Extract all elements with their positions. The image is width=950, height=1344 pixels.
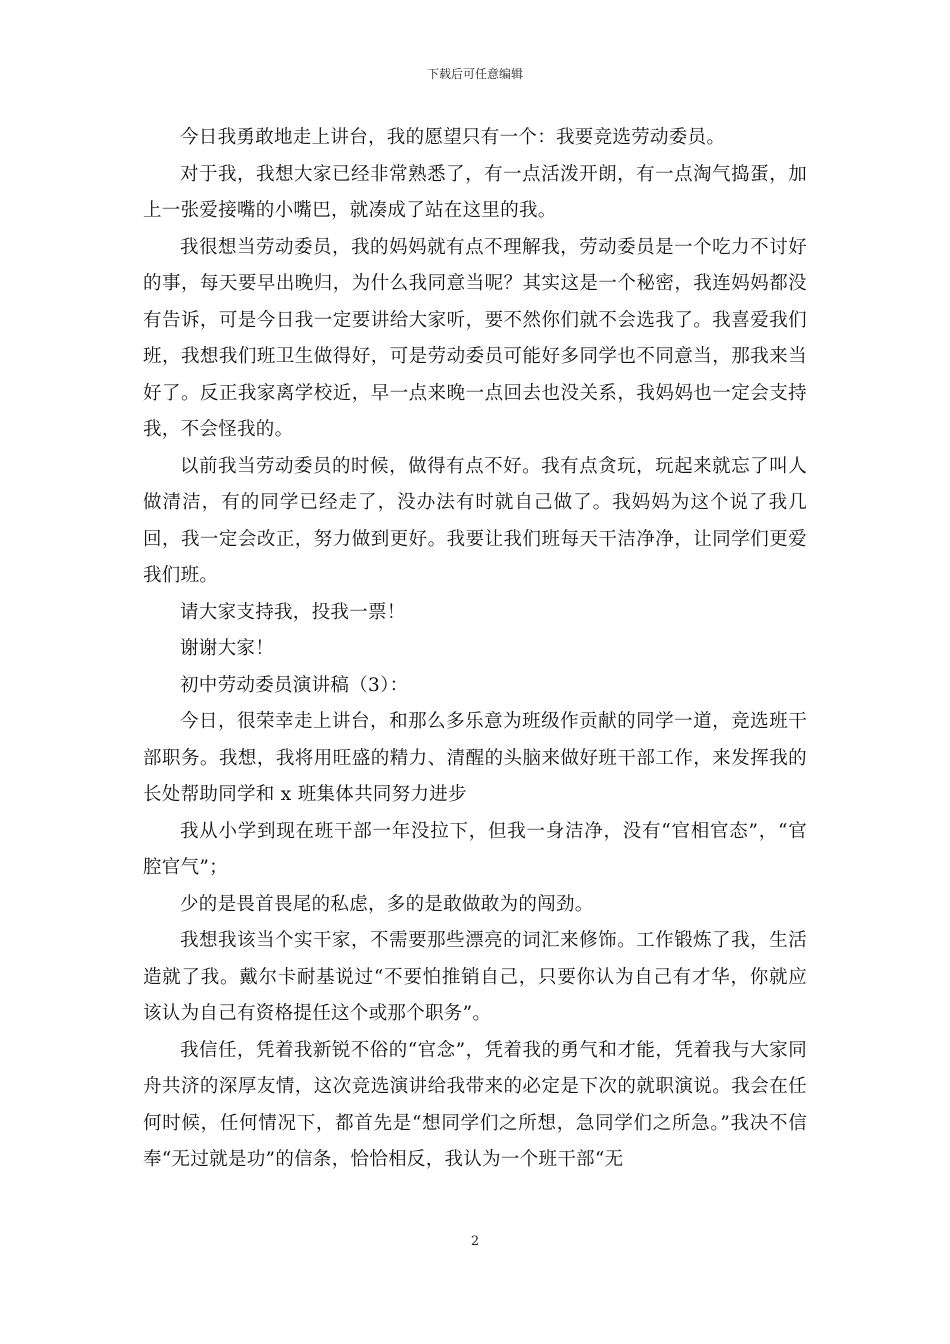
- paragraph: 我很想当劳动委员，我的妈妈就有点不理解我，劳动委员是一个吃力不讨好的事，每天要早出晚归，为什么我同意当呢？其实这是一个秘密，我连妈妈都没有告诉，可是今日我一定要讲给大家听，要不然你们就不会选我了。我喜爱我们班，我想我们班卫生做得好，可是劳动委员可能好多同学也不同意当，那我来当好了。反正我家离学校近，早一点来晚一点回去也没关系，我妈妈也一定会支持我，不会怪我的。: [143, 236, 807, 440]
- document-body: [143, 120, 807, 1179]
- section-heading: 初中劳动委员演讲稿（3）：: [180, 674, 409, 696]
- page-number: 2: [470, 1234, 480, 1249]
- paragraph: 我想我该当个实干家，不需要那些漂亮的词汇来修饰。工作锻炼了我，生活造就了我。戴尔卡耐基说过“不要怕推销自己，只要你认为自己有才华，你就应该认为自己有资格提任这个或那个职务”。: [143, 930, 807, 1024]
- paragraph: 谢谢大家！: [180, 638, 275, 659]
- paragraph: 以前我当劳动委员的时候，做得有点不好。我有点贪玩，玩起来就忘了叫人做清洁，有的同学已经走了，没办法有时就自己做了。我妈妈为这个说了我几回，我一定会改正，努力做到更好。我要让我们班每天干洁净净，让同学们更爱我们班。: [143, 455, 807, 586]
- paragraph: 少的是畏首畏尾的私虑，多的是敢做敢为的闯劲。: [180, 893, 594, 915]
- paragraph: 今日，很荣幸走上讲台，和那么多乐意为班级作贡献的同学一道，竞选班干部职务。我想，我将用旺盛的精力、清醒的头脑来做好班干部工作，来发挥我的长处帮助同学和 x 班集体共同努力进步: [143, 711, 807, 805]
- paragraph: 我信任，凭着我新锐不俗的“官念”，凭着我的勇气和才能，凭着我与大家同舟共济的深厚友情，这次竞选演讲给我带来的必定是下次的就职演说。我会在任何时候，任何情况下，都首先是“想同学们之所想，急同学们之所急。”我决不信奉“无过就是功”的信条，恰恰相反，我认为一个班干部“无: [143, 1039, 807, 1170]
- paragraph: 请大家支持我，投我一票！: [180, 601, 406, 623]
- paragraph: 我从小学到现在班干部一年没拉下，但我一身洁净，没有“官相官态”，“官腔官气”；: [143, 820, 807, 878]
- paragraph: 对于我，我想大家已经非常熟悉了，有一点活泼开朗，有一点淘气捣蛋，加上一张爱接嘴的小嘴巴，就凑成了站在这里的我。: [143, 163, 807, 221]
- page-header: 下载后可任意编辑: [426, 67, 523, 81]
- paragraph: 今日我勇敢地走上讲台，我的愿望只有一个：我要竞选劳动委员。: [180, 127, 726, 148]
